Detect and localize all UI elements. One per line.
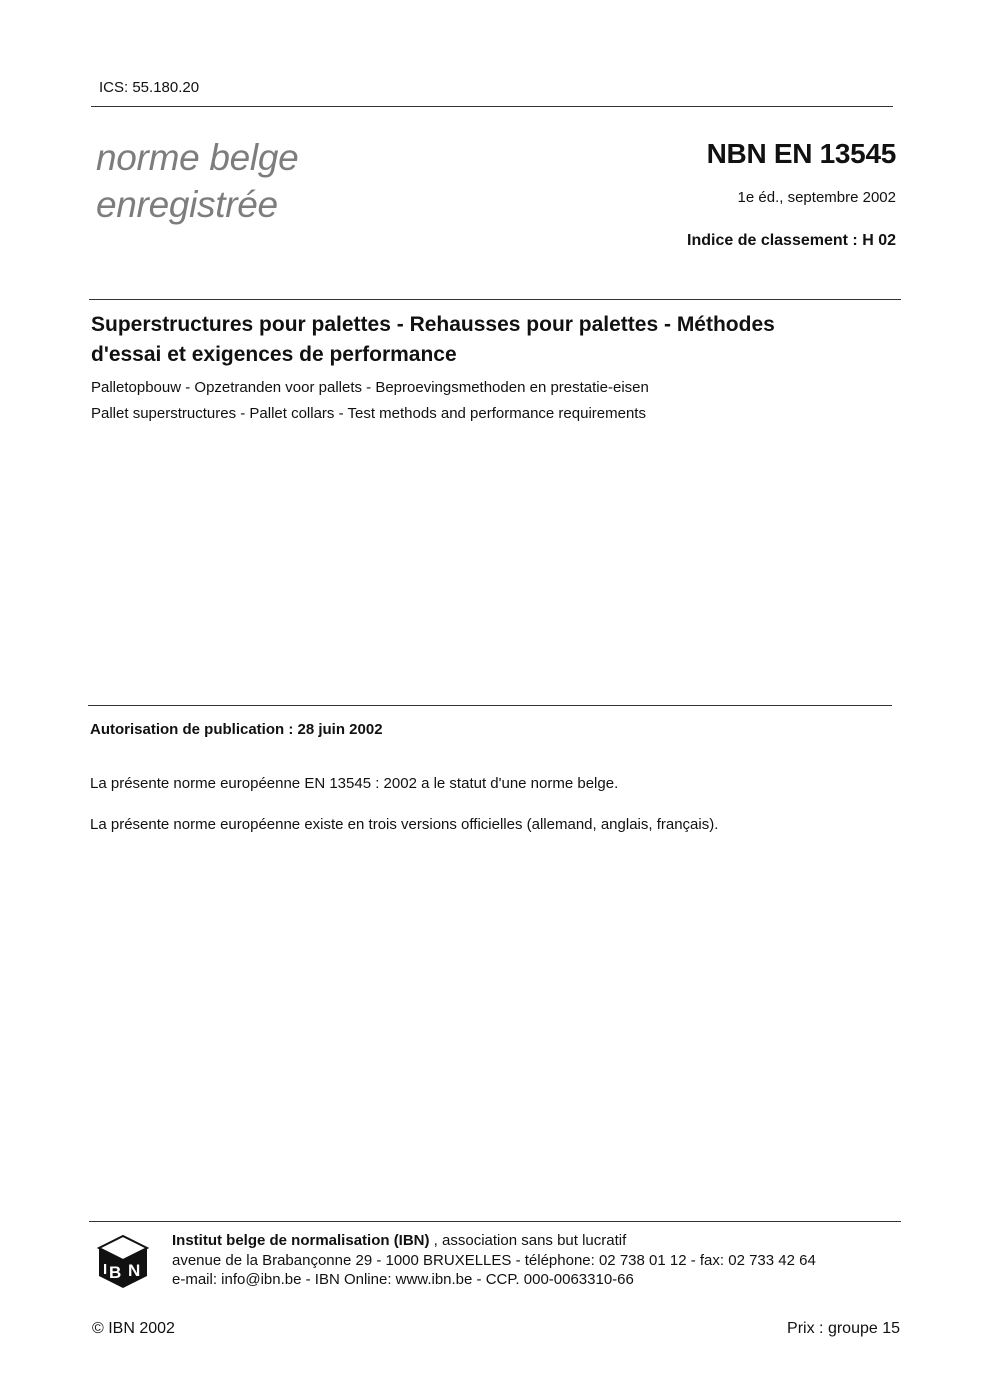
title-fr-line-1: Superstructures pour palettes - Rehausses pour palettes - Méthodes [91,313,775,336]
divider [89,1221,901,1222]
publication-authorization: Autorisation de publication : 28 juin 2002 [90,721,383,738]
divider [88,705,892,706]
title-nl: Palletopbouw - Opzetranden voor pallets - Beproevingsmethoden en prestatie-eisen [91,379,649,396]
svg-text:N: N [128,1261,141,1280]
org-name: Institut belge de normalisation (IBN) [172,1232,430,1249]
title-en: Pallet superstructures - Pallet collars - Test methods and performance requirements [91,405,646,422]
title-fr-line-2: d'essai et exigences de performance [91,343,457,366]
edition-date: 1e éd., septembre 2002 [737,189,896,206]
versions-paragraph: La présente norme européenne existe en trois versions officielles (allemand, anglais, français). [90,816,719,833]
org-suffix: , association sans but lucratif [429,1232,627,1249]
standard-number: NBN EN 13545 [706,138,896,169]
brand-line-1: norme belge [96,137,299,178]
ics-code: ICS: 55.180.20 [99,79,200,96]
classification-index: Indice de classement : H 02 [687,232,896,249]
divider [91,106,893,107]
ibn-logo-icon [97,1234,149,1290]
org-contact: e-mail: info@ibn.be - IBN Online: www.ibn.be - CCP. 000-0063310-66 [172,1271,634,1288]
brand-line-2: enregistrée [96,184,278,225]
divider [89,299,901,300]
svg-text:I: I [103,1261,108,1278]
price-group: Prix : groupe 15 [787,1320,900,1337]
status-paragraph: La présente norme européenne EN 13545 : 2002 a le statut d'une norme belge. [90,775,619,792]
org-address: avenue de la Brabançonne 29 - 1000 BRUXELLES - téléphone: 02 738 01 12 - fax: 02 733 42 64 [172,1252,816,1269]
copyright: © IBN 2002 [92,1320,175,1337]
svg-text:B: B [109,1263,122,1282]
org-line [172,1232,626,1249]
